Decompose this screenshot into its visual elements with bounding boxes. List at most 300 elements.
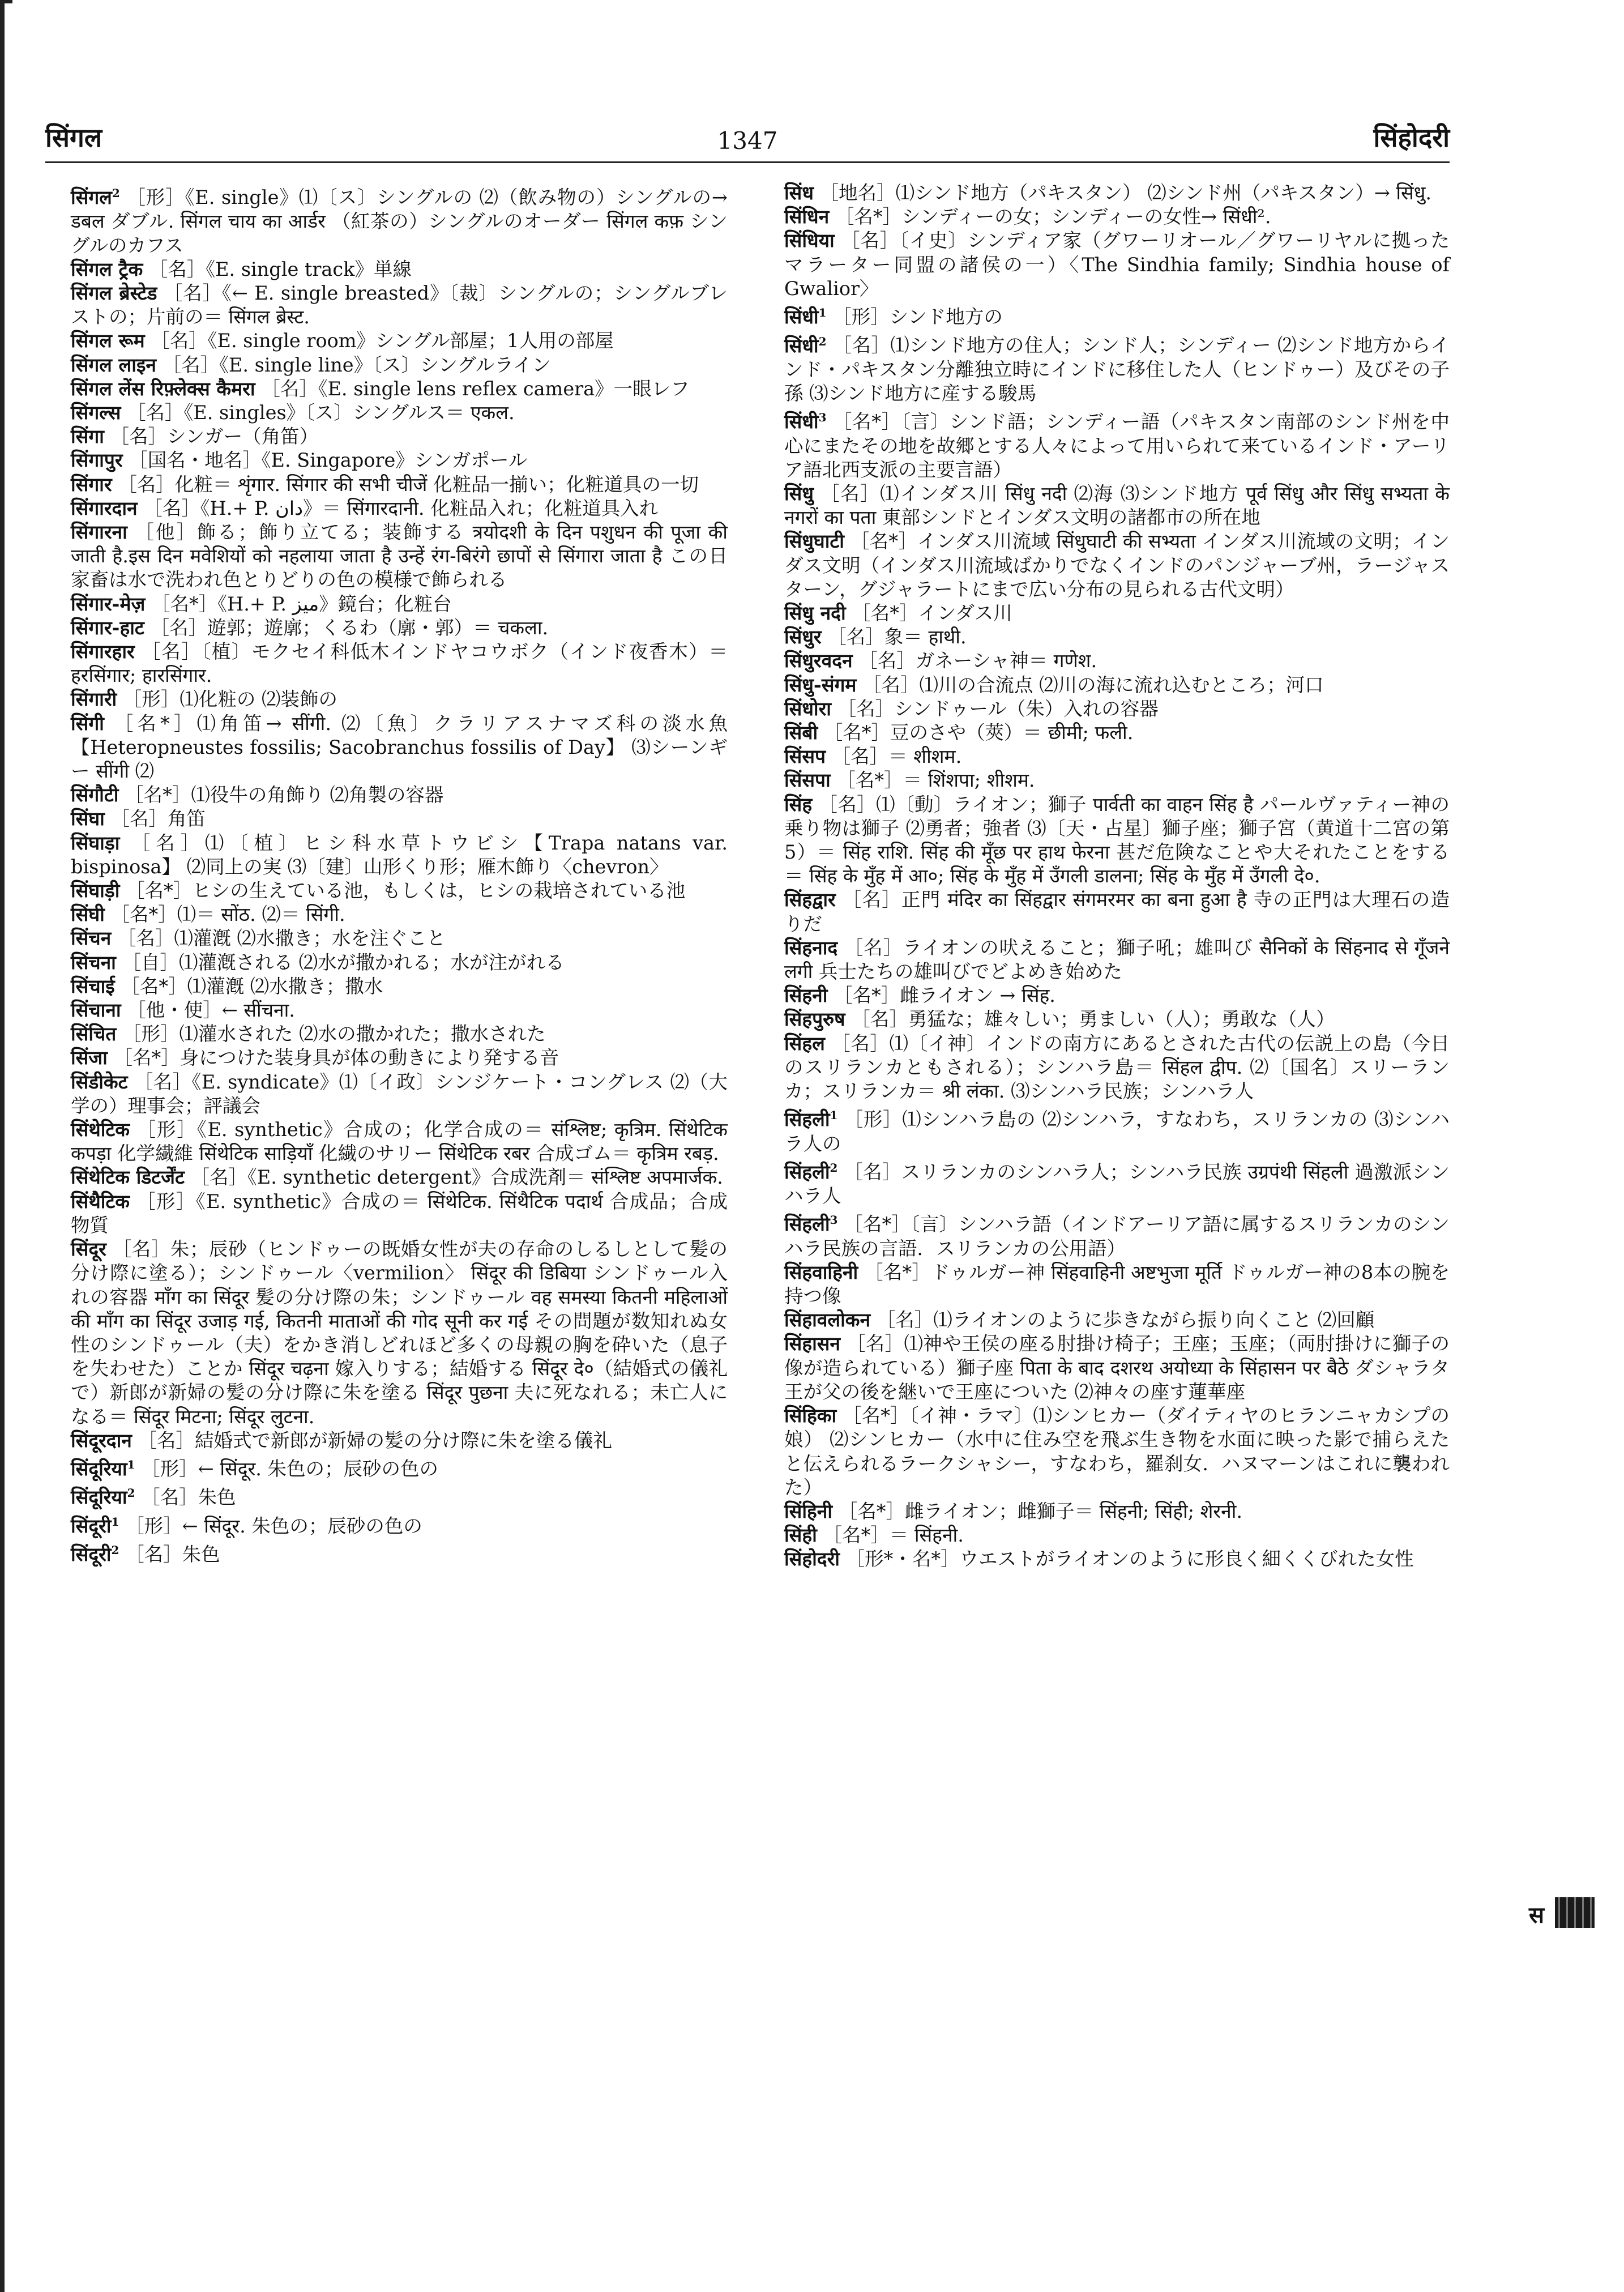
entry-headword (71, 688, 117, 710)
headword-text: सिंहनी (784, 984, 828, 1007)
entry-definition: ［名］《H.+ P. دان》＝ सिंगारदानी. 化粧品入れ；化粧道具入れ (137, 497, 659, 519)
entry-definition: ［形］シンド地方の (826, 306, 1003, 328)
dictionary-entry (784, 1308, 1450, 1332)
entry-headword (71, 903, 105, 925)
entry-definition: ［形］← सिंदूर. 朱色の；辰砂の色の (119, 1514, 422, 1537)
entry-headword (784, 483, 814, 505)
entry-definition: ［名］化粧＝ शृंगार. सिंगार की सभी चीजें 化粧品一揃い；化粧道具の一切 (112, 473, 699, 496)
entry-headword (71, 1238, 106, 1260)
entry-definition: ［形］← सिंदूर. 朱色の；辰砂の色の (135, 1458, 439, 1480)
headword-text: सिंगल लेंस रिफ़्लेक्स कैमरा (71, 377, 255, 400)
dictionary-entry (71, 258, 728, 281)
headword-text: सिंचना (71, 951, 116, 974)
dictionary-entry (71, 329, 728, 353)
entry-definition: ［他］飾る；飾り立てる；装飾する त्रयोदशी के दिन पशुधन की पूजा की जाती है.इस दिन मवेशियों को नहलाया जाता है उन्हें रंग-बिरंगे छापों से सिंगारा जाता है この日家畜は水で洗われ色とりどりの色の模様で飾られる (71, 521, 728, 591)
homograph-number: 3 (818, 411, 827, 425)
dictionary-entry (784, 229, 1450, 301)
dictionary-entry (784, 1008, 1450, 1031)
entry-definition: ［名］《E. syndicate》⑴〔イ政〕シンジケート・コングレス ⑵（大学の）理事会；評議会 (71, 1070, 728, 1117)
headword-text: सिंचाई (71, 975, 115, 997)
headword-text: सिंदूरी (71, 1543, 112, 1566)
dictionary-entry (71, 927, 728, 950)
headword-text: सिंहली (784, 1213, 830, 1236)
headword-text: सिंहोदरी (784, 1548, 840, 1570)
entry-headword (784, 1333, 840, 1355)
headword-text: सिंह (784, 793, 813, 816)
headword-text: सिंगापुर (71, 449, 123, 472)
headword-text: सिंधिया (784, 229, 835, 252)
thumb-index-mark (1555, 1897, 1595, 1928)
headword-text: सिंगार-हाट (71, 616, 144, 639)
entry-headword (784, 1108, 837, 1130)
entry-headword (784, 1161, 837, 1183)
homograph-number: 1 (818, 306, 827, 320)
entry-headword (784, 1309, 870, 1331)
homograph-number: 2 (112, 186, 120, 200)
entry-headword (784, 769, 831, 791)
homograph-number: 2 (111, 1543, 119, 1557)
entry-headword (71, 951, 116, 974)
dictionary-entry (784, 673, 1450, 697)
dictionary-entry (784, 1547, 1450, 1571)
headword-text: सिंहली (784, 1160, 830, 1183)
dictionary-entry (71, 425, 728, 449)
entry-definition: ［国名・地名］《E. Singapore》シンガポール (122, 449, 528, 472)
entry-headword (71, 641, 135, 663)
dictionary-entry (71, 592, 728, 616)
entry-definition: ［自］⑴灌漑される ⑵水が撒かれる；水が注がれる (116, 951, 565, 974)
headword-text: सिंहद्वार (784, 889, 836, 911)
dictionary-entry (71, 1510, 728, 1538)
dictionary-entry (71, 1481, 728, 1509)
entry-headword (71, 1190, 130, 1213)
entry-definition: ［名*］シンディーの女；シンディーの女性→ सिंधी². (829, 206, 1271, 228)
dictionary-entry (71, 281, 728, 329)
entry-definition: ［名*］＝ सिंहनी. (817, 1524, 964, 1547)
entry-headword (784, 626, 822, 648)
headword-text: सिंदूरी (71, 1514, 112, 1537)
dictionary-entry (71, 181, 728, 258)
right-column (784, 181, 1450, 1572)
entry-definition: ［名］《E. single lens reflex camera》一眼レフ (255, 377, 690, 400)
homograph-number: 3 (830, 1213, 838, 1227)
headword-text: सिंधी (784, 306, 819, 328)
entry-definition: ［名］遊郭；遊廓；くるわ（廓・郭）＝ चकला. (144, 616, 549, 639)
entry-headword (71, 808, 105, 830)
headword-text: सिंहवाहिनी (784, 1261, 858, 1283)
dictionary-entry (71, 879, 728, 903)
dictionary-entry (71, 1022, 728, 1046)
entry-headword (784, 793, 812, 816)
entry-definition: ［名］⑴シンド地方の住人；シンド人；シンディー ⑵シンド地方からインド・パキスタン分離独立時にインドに移住した人（ヒンドゥー）及びその子孫 ⑶シンド地方に産する駿馬 (784, 334, 1450, 404)
headword-text: सिंधिन (784, 206, 830, 228)
headword-text: सिंही (784, 1524, 817, 1547)
dictionary-entry (784, 888, 1450, 936)
dictionary-entry (784, 1103, 1450, 1156)
entry-definition: ［名］《E. singles》〔ス〕シングルス＝ एकल. (121, 401, 515, 424)
entry-definition: ［名］正門 मंदिर का सिंहद्वार संगमरमर का बना हुआ है 寺の正門は大理石の造りだ (784, 889, 1450, 935)
dictionary-entry (71, 903, 728, 927)
entry-headword (71, 880, 119, 902)
dictionary-entry (71, 1118, 728, 1166)
entry-headword (784, 1500, 832, 1522)
entry-headword (71, 784, 118, 806)
headword-text: सिंगा (71, 425, 104, 448)
entry-definition: ［名*］⑴灌漑 ⑵水撒き；撒水 (114, 975, 383, 997)
dictionary-entry (71, 1237, 728, 1429)
entry-headword (71, 1023, 116, 1045)
entry-definition: ［形］《E. synthetic》合成の＝ सिंथेटिक. सिंथैटिक पदार्थ 合成品；合成物質 (71, 1190, 728, 1236)
entry-definition: ［名］《E. single line》〔ス〕シングルライン (156, 353, 551, 376)
entry-definition: ［名*］⑴役牛の角飾り ⑵角製の容器 (118, 784, 444, 806)
headword-text: सिंधी (784, 334, 819, 357)
dictionary-entry (784, 301, 1450, 329)
headword-text: सिंगल (71, 186, 112, 209)
dictionary-entry (71, 377, 728, 401)
dictionary-entry (71, 1453, 728, 1481)
headword-text: सिंचन (71, 927, 112, 950)
entry-definition: ［名］⑴〔イ神〕インドの南方にあるとされた古代の伝説上の島（今日のスリランカともされる）；シンハラ島＝ सिंहल द्वीप. ⑵〔国名〕スリーランカ；スリランカ＝ श्री लंका. ⑶シンハラ民族；シンハラ人 (784, 1032, 1450, 1102)
entry-definition: ［名*］〔言〕シンハラ語（インドアーリア語に属するスリランカのシンハラ民族の言語．スリランカの公用語） (784, 1213, 1450, 1260)
headword-text: सिंसपा (784, 769, 831, 792)
entry-headword (71, 1458, 135, 1480)
dictionary-entry (784, 1156, 1450, 1209)
headword-text: सिंगल्स (71, 401, 121, 424)
dictionary-entry (71, 520, 728, 592)
entry-headword (71, 1429, 132, 1452)
thumb-index-tab (1529, 1897, 1597, 1928)
headword-text: सिंथैटिक (71, 1190, 130, 1213)
entry-definition: ［形］《E. single》⑴〔ス〕シングルの ⑵（飲み物の）シングルの→ डबल ダブル. सिंगल चाय का आर्डर （紅茶の）シングルのオーダー सिंगल कफ़ シングルのカフス (71, 186, 728, 257)
entry-definition: ［名］＝ शीशम. (826, 745, 962, 768)
entry-headword (784, 745, 826, 767)
entry-headword (784, 1524, 817, 1546)
entry-definition: ［名*］⑴＝ सोंठ. ⑵＝ सिंगी. (104, 903, 345, 926)
dictionary-entry (71, 1070, 728, 1118)
homograph-number: 1 (830, 1108, 838, 1122)
dictionary-entry (71, 1538, 728, 1567)
entry-headword (71, 186, 120, 208)
entry-definition: ［名］《E. synthetic detergent》合成洗剤＝ संश्लिष्ट अपमार्जक. (184, 1166, 723, 1189)
entry-definition: ［名］〔イ史〕シンディア家（グワーリオール／グワーリヤルに拠ったマラーター同盟の諸侯の一）〈The Sindhia family; Sindhia house of Gwalior〉 (784, 229, 1450, 300)
page-corner-mark (0, 0, 12, 43)
entry-headword (71, 617, 144, 639)
headword-text: सिंधुघाटी (784, 530, 844, 553)
entry-definition: ［他・使］← सींचना. (121, 999, 295, 1022)
headword-text: सिंगारी (71, 688, 117, 711)
headword-text: सिंसप (784, 745, 826, 768)
entry-headword (784, 722, 818, 744)
entry-definition: ［名］勇猛な；雄々しい；勇ましい（人）；勇敢な（人） (845, 1008, 1335, 1031)
entry-definition: ［名］朱色 (135, 1486, 236, 1509)
dictionary-entry (71, 473, 728, 497)
entry-definition: ［名］結婚式で新郎が新婦の髪の分け際に朱を塗る儀礼 (131, 1429, 613, 1452)
entry-definition: ［名］スリランカのシンハラ人；シンハラ民族 उग्रपंथी सिंहली 過激派シンハラ人 (784, 1160, 1450, 1207)
entry-definition: ［名］⑴〔植〕ヒシ科水草トウビシ【Trapa natans var. bispinosa】 ⑵同上の実 ⑶〔建〕山形くり形；雁木飾り〈chevron〉 (71, 831, 728, 878)
dictionary-entry (71, 616, 728, 640)
entry-definition: ［形*・名*］ウエストがライオンのように形良く細くくびれた女性 (839, 1548, 1414, 1570)
dictionary-entry (784, 1500, 1450, 1523)
dictionary-entry (71, 449, 728, 472)
dictionary-entry (71, 807, 728, 831)
left-column (71, 181, 728, 1567)
headword-text: सिंगल लाइन (71, 353, 156, 376)
entry-headword (71, 449, 123, 471)
entry-headword (71, 258, 143, 280)
dictionary-entry (784, 936, 1450, 984)
entry-definition: ［地名］⑴シンド地方（パキスタン） ⑵シンド州（パキスタン）→ सिंधु. (813, 182, 1432, 204)
headword-text: सिंधोरा (784, 697, 831, 720)
entry-headword (71, 1543, 119, 1565)
headword-text: सिंधुर (784, 626, 822, 648)
entry-definition: ［名*］〔言〕シンド語；シンディー語（パキスタン南部のシンド州を中心にまたその地を故郷とする人々によって用いられて来ているインド・アーリア語北西支派の主要言語） (784, 411, 1450, 481)
dictionary-entry (71, 401, 728, 425)
headword-text: सिंदूर (71, 1238, 106, 1261)
entry-definition: ［名］⑴ライオンのように歩きながら振り向くこと ⑵回顧 (870, 1309, 1375, 1331)
homograph-number: 1 (111, 1514, 119, 1529)
dictionary-entry (71, 1166, 728, 1189)
dictionary-entry (71, 1429, 728, 1453)
entry-headword (71, 473, 112, 496)
entry-headword (71, 497, 138, 519)
headword-text: सिंघी (71, 903, 105, 926)
entry-headword (784, 889, 836, 911)
dictionary-entry (784, 649, 1450, 673)
dictionary-entry (784, 601, 1450, 625)
entry-definition: ［名*］ドゥルガー神 सिंहवाहिनी अष्टभुजा मूर्ति ドゥルガー神の8本の腕を持つ像 (784, 1261, 1450, 1308)
entry-headword (784, 1405, 836, 1427)
headword-text: सिंहिका (784, 1405, 837, 1427)
entry-definition: ［名*］〔イ神・ラマ〕⑴シンヒカー（ダイティヤのヒランニャカシプの娘） ⑵シンヒカー（水中に住み空を飛ぶ生き物を水面に映った影で捕らえたと伝えられるラークシャシー，すなわち，羅刹女．ハヌマーンはこれに襲われた） (784, 1405, 1450, 1499)
entry-definition: ［形］⑴灌水された ⑵水の撒かれた；撒水された (116, 1023, 546, 1045)
dictionary-entry (71, 688, 728, 711)
headword-text: सिंगारदान (71, 497, 138, 519)
headword-text: सिंगारहार (71, 641, 135, 663)
homograph-number: 1 (127, 1457, 135, 1471)
entry-headword (784, 1548, 840, 1570)
entry-headword (71, 354, 156, 376)
entry-headword (71, 402, 121, 424)
dictionary-entry (784, 1523, 1450, 1547)
entry-headword (71, 927, 111, 949)
entry-definition: ［名］⑴〔動〕ライオン；獅子 पार्वती का वाहन सिंह है パールヴァティー神の乗り物は獅子 ⑵勇者；強者 ⑶〔天・占星〕獅子座；獅子宮（黄道十二宮の第5）＝ सिंह राशि. सिंह की मूँछ पर हाथ फेरना 甚だ危険なことや大それたことをする＝ सिंह के मुँह में आ०; सिंह के मुँह में उँगली डालना; सिंह के मुँह में उँगली दे०. (784, 793, 1450, 887)
headword-text: सिंधुरवदन (784, 650, 853, 672)
headword-text: सिंगारना (71, 521, 127, 543)
entry-headword (784, 206, 829, 228)
homograph-number: 2 (818, 334, 827, 348)
entry-headword (71, 1071, 128, 1093)
entry-definition: ［名］シンドゥール（朱）入れの容器 (831, 697, 1159, 720)
entry-headword (784, 698, 831, 720)
entry-headword (71, 282, 157, 304)
thumb-index-letter: स (1529, 1902, 1545, 1928)
entry-definition: ［名*］⑴角笛→ सींगी. ⑵〔魚〕クラリアスナマズ科の淡水魚【Heteropneustes fossilis; Sacobranchus fossilis of Day】 ⑶シーンギー सींगी ⑵ (71, 712, 728, 783)
entry-definition: ［名］《← E. single breasted》〔裁〕シングルの；シングルブレストの；片前の＝ सिंगल ब्रेस्ट. (71, 281, 728, 328)
entry-headword (71, 593, 145, 615)
entry-definition: ［名］《E. single room》シングル部屋；1人用の部屋 (144, 330, 614, 352)
entry-headword (784, 306, 827, 328)
entry-definition: ［名*］豆のさや（莢）＝ छीमी; फली. (818, 721, 1134, 744)
headword-text: सिंधी (784, 411, 819, 433)
dictionary-entry (784, 625, 1450, 649)
headword-text: सिंहनाद (784, 936, 838, 959)
headword-text: सिंगल रूम (71, 330, 145, 352)
dictionary-entry (71, 998, 728, 1022)
headword-text: सिंहपुरुष (784, 1008, 845, 1031)
entry-definition: ［名*］インダス川 (845, 601, 1012, 624)
entry-headword (71, 521, 127, 543)
entry-definition: ［名］角笛 (104, 808, 206, 830)
homograph-number: 2 (127, 1486, 135, 1500)
page-number: 1347 (717, 127, 778, 155)
entry-definition: ［名］ガネーシャ神＝ गणेश. (852, 650, 1097, 672)
dictionary-entry (784, 1404, 1450, 1500)
entry-headword (71, 1486, 135, 1508)
headword-text: सिंघाड़ी (71, 880, 120, 902)
dictionary-entry (784, 181, 1450, 205)
entry-definition: ［名*］ヒシの生えている池，もしくは，ヒシの栽培されている池 (119, 880, 686, 902)
entry-definition: ［名］《E. single track》単線 (143, 258, 412, 280)
entry-definition: ［名］⑴川の合流点 ⑵川の海に流れ込むところ；河口 (856, 673, 1324, 696)
headword-text: सिंध (784, 182, 814, 204)
dictionary-entry (784, 1032, 1450, 1104)
entry-definition: ［名*］身につけた装身具が体の動きにより発する音 (107, 1047, 559, 1069)
headword-text: सिंगौटी (71, 784, 119, 806)
headword-text: सिंचित (71, 1023, 117, 1045)
dictionary-entry (784, 1332, 1450, 1404)
entry-headword (71, 1515, 119, 1537)
headword-text: सिंगार (71, 473, 112, 496)
dictionary-entry (784, 1208, 1450, 1261)
entry-definition: ［名*］インダス川流域 सिंधुघाटी की सभ्यता インダス川流域の文明；インダス文明（インダス川流域ばかりでなくインドのパンジャーブ州，ラージャスターン，グジャラートにまで広い分布の見られる古代文明） (784, 530, 1450, 600)
headword-text: सिंहासन (784, 1333, 841, 1355)
dictionary-entry (71, 353, 728, 377)
header-guide-word-left: सिंगल (45, 122, 102, 153)
entry-definition: ［名］〔植〕モクセイ科低木インドヤコウボク（インド夜香木）＝ हरसिंगार; हारसिंगार. (71, 641, 728, 687)
entry-headword (784, 602, 846, 624)
dictionary-entry (71, 1046, 728, 1070)
entry-definition: ［名］シンガー（角笛） (104, 425, 319, 448)
headword-text: सिंथेटिक डिटर्जेंट (71, 1166, 185, 1189)
entry-definition: ［名］⑴灌漑 ⑵水撒き；水を注ぐこと (111, 927, 446, 950)
entry-definition: ［名*］雌ライオン；雌獅子＝ सिंहनी; सिंही; शेरनी. (832, 1500, 1243, 1522)
headword-text: सिंधु नदी (784, 601, 846, 624)
entry-headword (71, 1166, 185, 1188)
headword-text: सिंधु-संगम (784, 673, 857, 696)
entry-headword (71, 378, 255, 400)
headword-text: सिंहली (784, 1108, 830, 1131)
entry-headword (784, 411, 827, 433)
dictionary-entry (784, 530, 1450, 601)
dictionary-entry (71, 783, 728, 807)
dictionary-entry (784, 769, 1450, 792)
headword-text: सिंदूरिया (71, 1458, 127, 1480)
page-edge-line (0, 0, 5, 2292)
entry-headword (71, 425, 104, 447)
entry-headword (784, 984, 827, 1006)
dictionary-entry (784, 205, 1450, 229)
entry-headword (71, 832, 119, 854)
dictionary-entry (784, 329, 1450, 406)
headword-text: सिंजा (71, 1047, 108, 1069)
headword-text: सिंहल (784, 1032, 825, 1055)
headword-text: सिंगल ट्रैक (71, 258, 143, 280)
headword-text: सिंघा (71, 808, 105, 830)
entry-definition: ［名］朱色 (119, 1543, 220, 1566)
entry-headword (784, 1261, 858, 1283)
entry-headword (71, 712, 104, 735)
entry-definition: ［名*］雌ライオン → सिंह. (827, 984, 1055, 1007)
entry-headword (784, 1032, 825, 1055)
dictionary-entry (784, 406, 1450, 482)
headword-text: सिंधु (784, 482, 814, 505)
entry-headword (71, 1119, 130, 1141)
entry-definition: ［名］ライオンの吠えること；獅子吼；雄叫び सैनिकों के सिंहनाद से गूँजने लगी 兵士たちの雄叫びでどよめき始めた (784, 936, 1450, 983)
headword-text: सिंगार-मेज़ (71, 592, 146, 615)
headword-text: सिंदूरदान (71, 1429, 132, 1452)
dictionary-entry (71, 951, 728, 975)
entry-definition: ［名］象＝ हाथी. (821, 626, 967, 648)
entry-headword (784, 182, 814, 204)
entry-definition: ［名］⑴インダス川 सिंधु नदी ⑵海 ⑶シンド地方 पूर्व सिंधु और सिंधु सभ्यता के नगरों का पता 東部シンドとインダス文明の諸都市の所在地 (784, 482, 1450, 529)
dictionary-entry (71, 640, 728, 688)
entry-headword (71, 330, 145, 352)
dictionary-entry (784, 745, 1450, 769)
entry-headword (71, 1047, 108, 1069)
entry-definition: ［形］⑴化粧の ⑵装飾の (117, 688, 338, 711)
entry-headword (71, 975, 115, 997)
headword-text: सिंहिनी (784, 1500, 833, 1522)
entry-definition: ［名］朱；辰砂（ヒンドゥーの既婚女性が夫の存命のしるしとして髪の分け際に塗る）；シンドゥール〈vermilion〉 सिंदूर की डिबिया シンドゥール入れの容器 माँग का सिंदूर 髪の分け際の朱；シンドゥール वह समस्या कितनी महिलाओं की माँग का सिंदूर उजाड़ गई, कितनी माताओं की गोद सूनी कर गई その問題が数知れぬ女性のシンドゥール（夫）をかき消しどれほど多くの母親の胸を砕いた（息子を失わせた）ことか सिंदूर चढ़ना 嫁入りする；結婚する सिंदूर दे०（結婚式の儀礼で）新郎が新婦の髪の分け際に朱を塗る सिंदूर पुछना 夫に死なれる；未亡人になる＝ सिंदूर मिटना; सिंदूर लुटना. (71, 1238, 728, 1428)
header-guide-word-right: सिंहोदरी (1373, 122, 1450, 153)
headword-text: सिंचाना (71, 999, 121, 1022)
entry-headword (71, 999, 121, 1021)
entry-definition: ［名］⑴神や王侯の座る肘掛け椅子；王座；玉座；（両肘掛けに獅子の像が造られている）獅子座 पिता के बाद दशरथ अयोध्या के सिंहासन पर बैठे ダシャラタ王が父の後を継いで王座についた ⑵神々の座す蓮華座 (784, 1333, 1450, 1403)
headword-text: सिंथेटिक (71, 1119, 130, 1141)
entry-definition: ［形］《E. synthetic》合成の；化学合成の＝ संश्लिष्ट; कृत्रिम. सिंथेटिक कपड़ा 化学繊維 सिंथेटिक साड़ियाँ 化繊のサリー सिंथेटिक रबर 合成ゴム＝ कृत्रिम रबड़. (71, 1119, 728, 1165)
headword-text: सिंदूरिया (71, 1486, 127, 1509)
headword-text: सिंगल ब्रेस्टेड (71, 281, 157, 304)
headword-text: सिंबी (784, 721, 818, 744)
homograph-number: 2 (830, 1160, 838, 1175)
entry-definition: ［名*］《H.+ P. میز》鏡台；化粧台 (145, 592, 452, 615)
dictionary-entry (784, 793, 1450, 889)
headword-text: सिंहावलोकन (784, 1309, 871, 1331)
entry-headword (784, 937, 837, 959)
entry-headword (784, 674, 856, 696)
entry-definition: ［名*］＝ शिंशपा; शीशम. (830, 769, 1035, 792)
headword-text: सिंगी (71, 712, 104, 735)
dictionary-entry (71, 712, 728, 784)
dictionary-entry (71, 831, 728, 879)
entry-headword (784, 229, 835, 251)
dictionary-entry (784, 1261, 1450, 1308)
entry-headword (784, 1213, 837, 1235)
page-header (45, 110, 1450, 163)
dictionary-entry (71, 1190, 728, 1237)
headword-text: सिंडीकेट (71, 1070, 128, 1093)
entry-definition: ［形］⑴シンハラ島の ⑵シンハラ，すなわち，スリランカの ⑶シンハラ人の (784, 1108, 1450, 1155)
entry-headword (784, 530, 844, 552)
dictionary-entry (71, 497, 728, 520)
dictionary-entry (784, 482, 1450, 530)
dictionary-entry (71, 975, 728, 998)
entry-headword (784, 650, 853, 672)
dictionary-entry (784, 697, 1450, 721)
entry-headword (784, 1008, 845, 1030)
dictionary-entry (784, 984, 1450, 1008)
headword-text: सिंघाड़ा (71, 831, 120, 854)
